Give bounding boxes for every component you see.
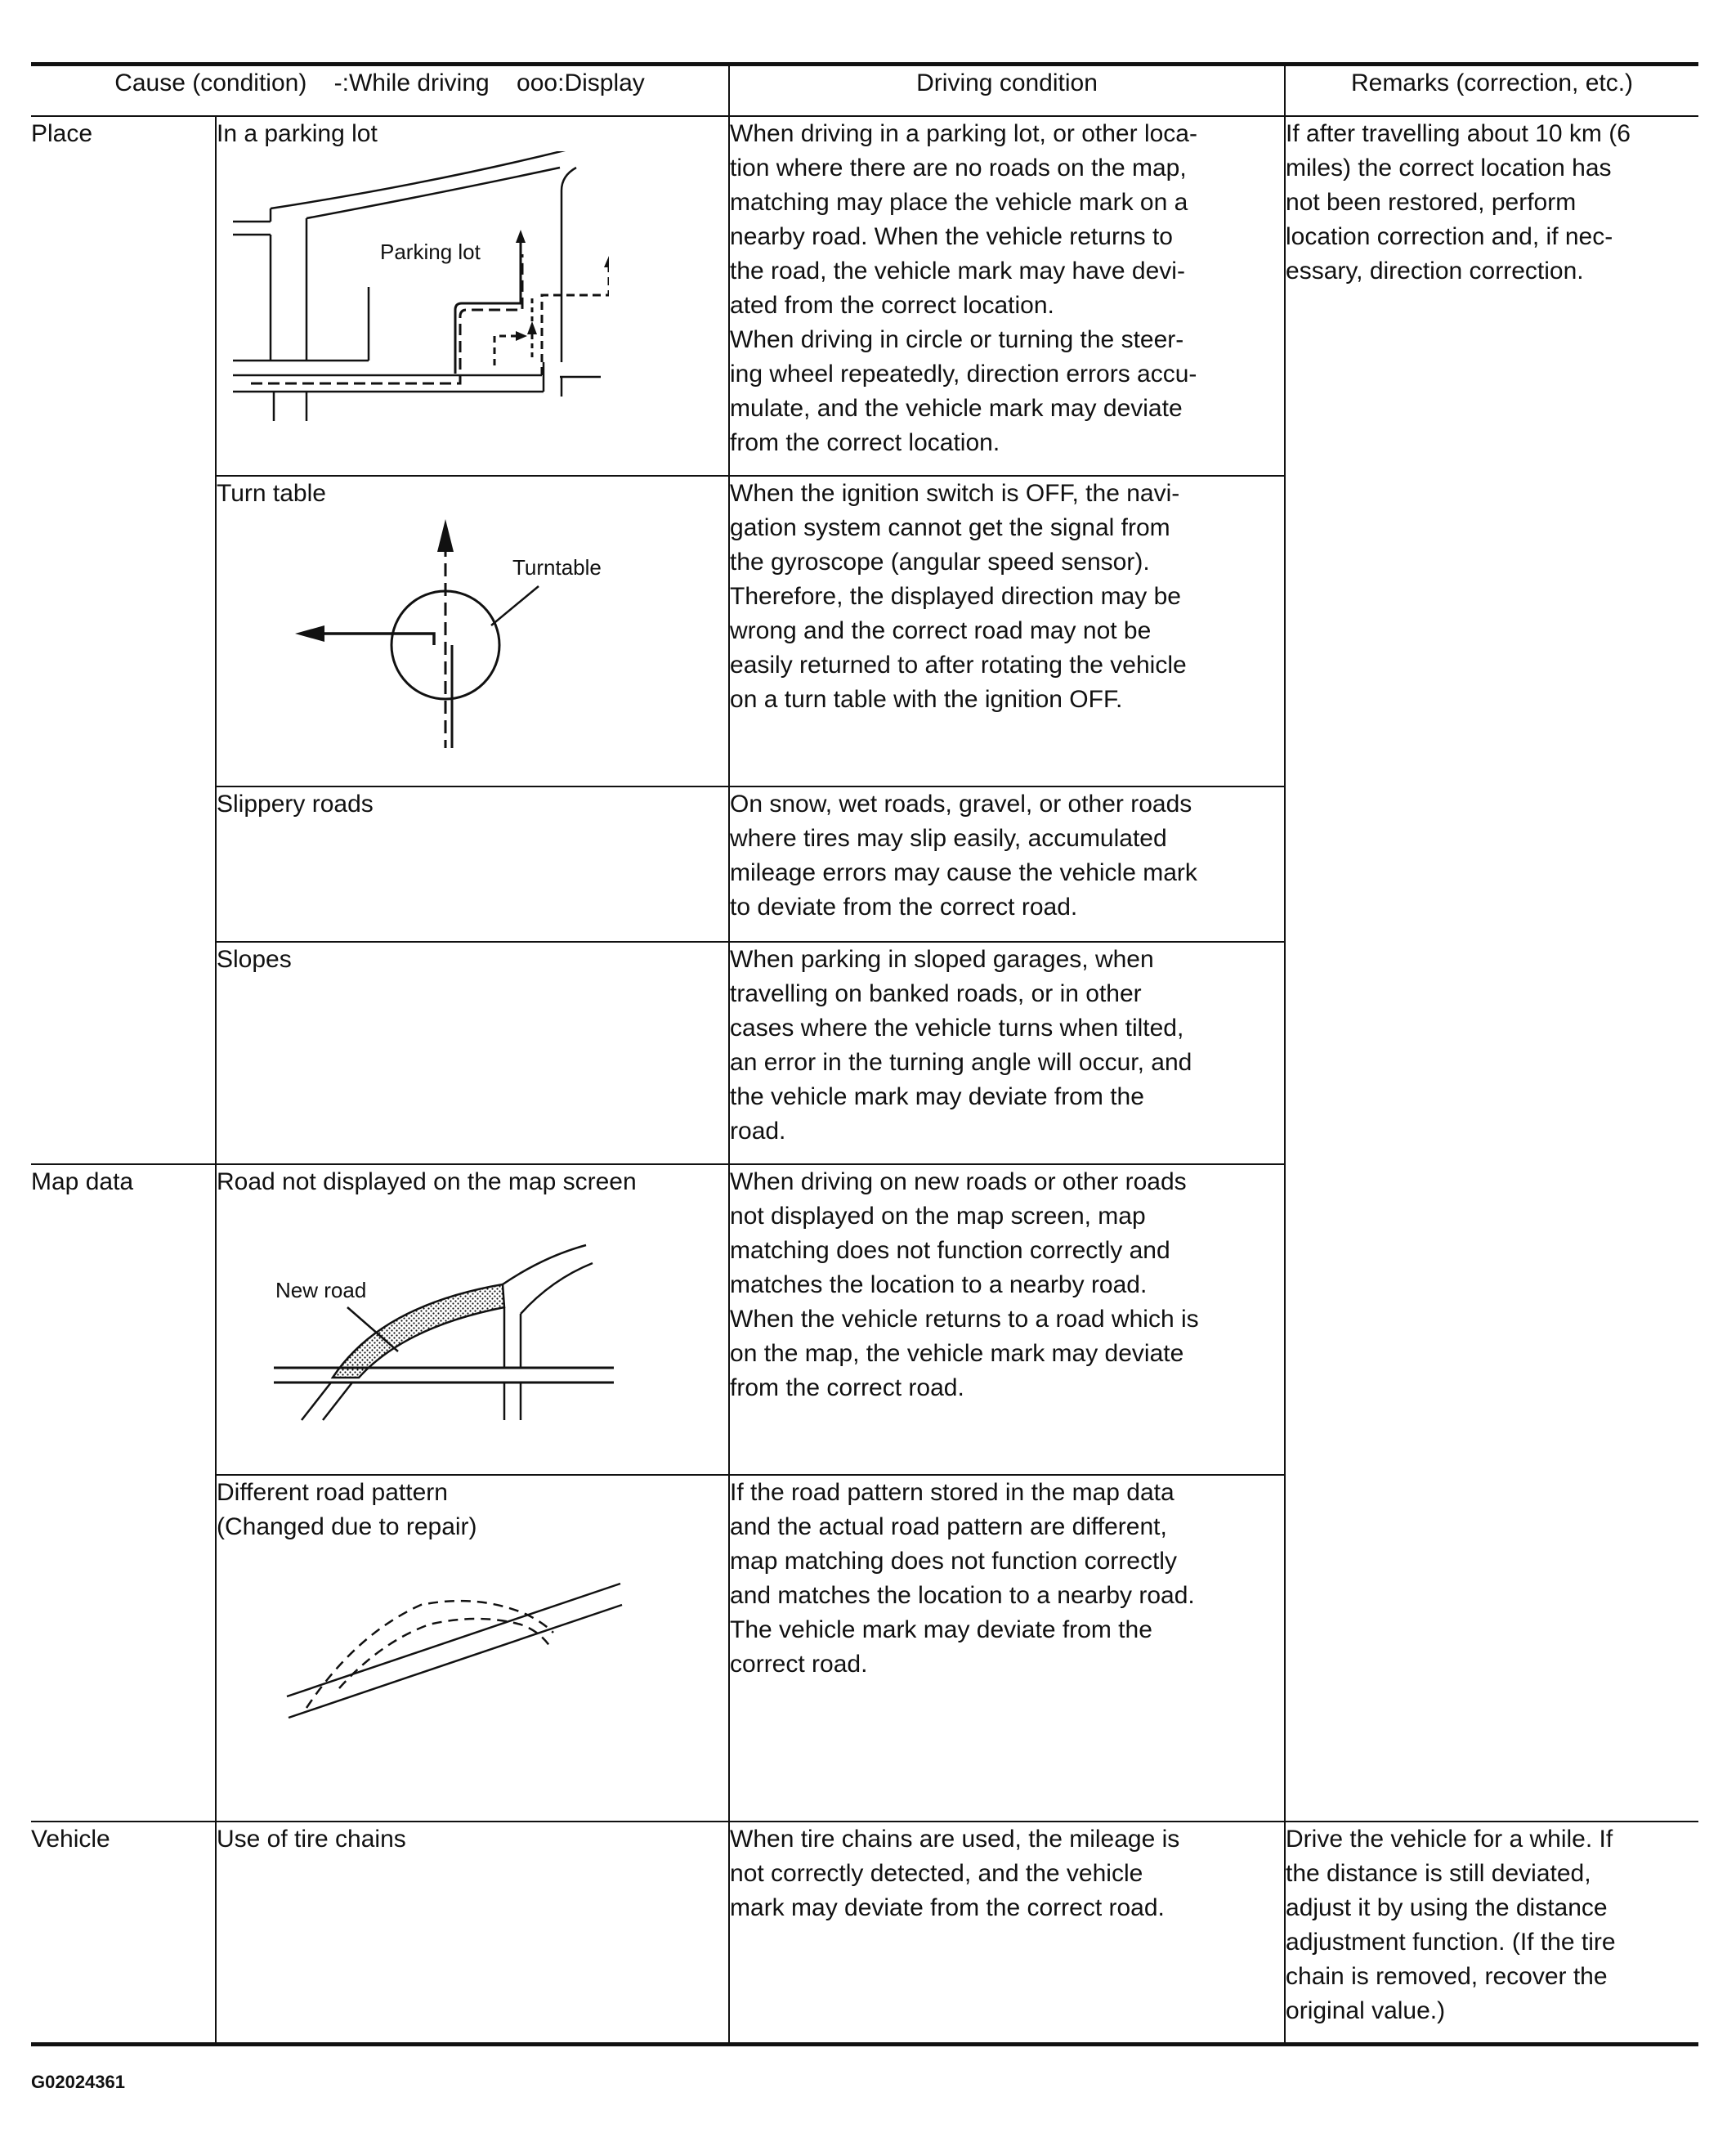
troubleshooting-table [31,62,1698,2046]
parking-lot-label: Parking lot [380,240,481,264]
header-driving-condition: Driving condition [729,65,1285,117]
driving-line: matching does not function correctly and [730,1237,1170,1264]
new-road-figure [217,1199,642,1436]
category-place: Place [31,116,216,1164]
driving-line: When parking in sloped garages, when [730,946,1154,973]
cause-cell [216,942,729,1164]
driving-line: not displayed on the map screen, map [730,1203,1146,1230]
remarks-line: original value.) [1286,1997,1446,2024]
driving-line: mulate, and the vehicle mark may deviate [730,395,1183,422]
driving-line: matching may place the vehicle mark on a [730,189,1188,216]
driving-line: If the road pattern stored in the map data [730,1479,1174,1506]
driving-condition-cell [729,786,1285,942]
cause-text: Use of tire chains [217,1826,406,1853]
table-row [31,1822,1698,2044]
driving-condition-cell [729,476,1285,786]
cause-text: Turn table [217,480,326,507]
cause-cell [216,116,729,476]
category-vehicle: Vehicle [31,1822,216,2044]
driving-line: on a turn table with the ignition OFF. [730,686,1123,713]
driving-line: nearby road. When the vehicle returns to [730,223,1173,250]
new-road-label: New road [275,1278,367,1302]
remarks-line: essary, direction correction. [1286,258,1584,285]
cause-text: Slippery roads [217,791,374,818]
cause-text: (Changed due to repair) [217,1513,477,1540]
driving-line: from the correct road. [730,1374,964,1401]
turntable-figure [217,511,609,756]
driving-line: ated from the correct location. [730,292,1054,319]
driving-line: tion where there are no roads on the map, [730,155,1187,181]
driving-line: mileage errors may cause the vehicle mark [730,859,1197,886]
parking-lot-figure [217,151,609,429]
driving-line: correct road. [730,1651,868,1678]
driving-line: to deviate from the correct road. [730,894,1078,921]
driving-line: Therefore, the displayed direction may be [730,583,1181,610]
driving-condition-cell [729,1822,1285,2044]
table-row [31,116,1698,476]
driving-line: ing wheel repeatedly, direction errors accu- [730,361,1197,388]
driving-line: the road, the vehicle mark may have devi- [730,258,1185,285]
driving-line: matches the location to a nearby road. [730,1271,1148,1298]
driving-condition-cell [729,1164,1285,1475]
driving-line: an error in the turning angle will occur, and [730,1049,1192,1076]
cause-cell [216,786,729,942]
driving-condition-cell [729,1475,1285,1822]
header-remarks: Remarks (correction, etc.) [1285,65,1698,117]
remarks-line: miles) the correct location has [1286,155,1612,181]
category-map-data: Map data [31,1164,216,1822]
cause-cell [216,1164,729,1475]
remarks-line: the distance is still deviated, [1286,1860,1591,1887]
driving-line: When the ignition switch is OFF, the navi- [730,480,1180,507]
driving-condition-cell [729,942,1285,1164]
cause-cell [216,1822,729,2044]
driving-line: on the map, the vehicle mark may deviate [730,1340,1184,1367]
driving-line: from the correct location. [730,429,1000,456]
driving-line: On snow, wet roads, gravel, or other roads [730,791,1192,818]
driving-line: gation system cannot get the signal from [730,514,1170,541]
driving-line: the gyroscope (angular speed sensor). [730,549,1150,576]
driving-line: wrong and the correct road may not be [730,617,1152,644]
remarks-line: not been restored, perform [1286,189,1577,216]
driving-line: the vehicle mark may deviate from the [730,1083,1144,1110]
cause-text: In a parking lot [217,120,378,147]
driving-line: map matching does not function correctly [730,1548,1177,1575]
driving-line: road. [730,1118,786,1145]
remarks-cell-vehicle [1285,1822,1698,2044]
driving-line: easily returned to after rotating the vehicle [730,652,1187,679]
header-cause [31,65,729,117]
driving-line: When driving in circle or turning the steer- [730,326,1184,353]
cause-cell [216,1475,729,1822]
cause-cell [216,476,729,786]
driving-line: travelling on banked roads, or in other [730,980,1142,1007]
remarks-line: Drive the vehicle for a while. If [1286,1826,1613,1853]
driving-line: where tires may slip easily, accumulated [730,825,1167,852]
driving-condition-cell [729,116,1285,476]
table-header-row [31,65,1698,117]
driving-line: and matches the location to a nearby road. [730,1582,1195,1609]
remarks-line: location correction and, if nec- [1286,223,1613,250]
remarks-cell-shared [1285,116,1698,1822]
driving-line: mark may deviate from the correct road. [730,1894,1165,1921]
remarks-line: If after travelling about 10 km (6 [1286,120,1631,147]
driving-line: not correctly detected, and the vehicle [730,1860,1143,1887]
figure-code: G02024361 [31,2072,125,2092]
cause-text: Slopes [217,946,292,973]
driving-line: The vehicle mark may deviate from the [730,1616,1152,1643]
remarks-line: chain is removed, recover the [1286,1963,1608,1990]
remarks-line: adjustment function. (If the tire [1286,1929,1616,1956]
cause-text: Road not displayed on the map screen [217,1168,637,1195]
driving-line: When tire chains are used, the mileage is [730,1826,1180,1853]
road-pattern-figure [217,1544,642,1790]
driving-line: cases where the vehicle turns when tilted, [730,1015,1184,1042]
remarks-line: adjust it by using the distance [1286,1894,1608,1921]
driving-line: and the actual road pattern are different, [730,1513,1167,1540]
header-cause-text: Cause (condition) -:While driving ooo:Display [114,69,645,96]
driving-line: When the vehicle returns to a road which is [730,1306,1199,1333]
driving-line: When driving in a parking lot, or other loca- [730,120,1197,147]
turntable-label: Turntable [512,555,602,580]
driving-line: When driving on new roads or other roads [730,1168,1187,1195]
cause-text: Different road pattern [217,1479,448,1506]
